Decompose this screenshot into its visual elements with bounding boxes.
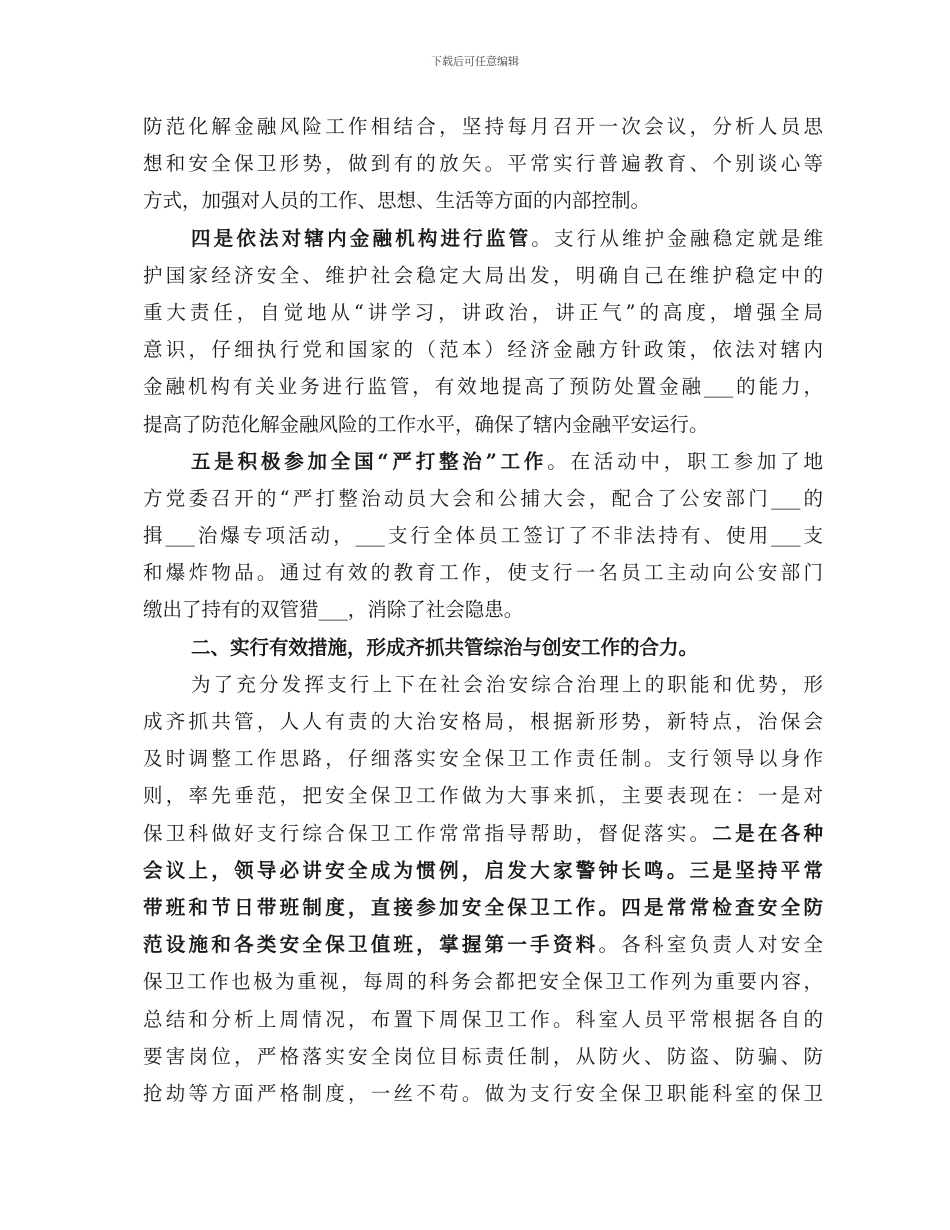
text-line-14: [143, 591, 823, 628]
text-line-7: [143, 331, 823, 368]
bold-text-segment: 带班和节日带班制度，直接参加安全保卫工作。四是常常检查安全防: [143, 895, 823, 919]
text-line-11: [143, 480, 823, 517]
text-segment: 和爆炸物品。通过有效的教育工作，使支行一名员工主动向公安部门: [143, 561, 823, 585]
text-line-24: [143, 963, 823, 1000]
text-segment: 金融机构有关业务进行监管，有效地提高了预防处置金融___的能力，: [143, 375, 823, 399]
text-segment: 揖___治爆专项活动，___支行全体员工签订了不非法持有、使用___支: [143, 524, 823, 548]
text-segment: 则，率先垂范，把安全保卫工作做为大事来抓，主要表现在：一是对: [143, 784, 823, 808]
text-line-13: [143, 554, 823, 591]
text-line-12: [143, 517, 823, 554]
text-line-19: [143, 777, 823, 814]
text-line-10: [143, 443, 823, 480]
text-line-3: [143, 182, 823, 219]
text-line-21: [143, 852, 823, 889]
text-segment: 为了充分发挥支行上下在社会治安综合治理上的职能和优势，形: [191, 672, 823, 696]
text-line-9: [143, 406, 823, 443]
bold-text-segment: 二是在各种: [712, 821, 823, 845]
text-line-4: [143, 220, 823, 257]
text-segment: 要害岗位，严格落实安全岗位目标责任制，从防火、防盗、防骗、防: [143, 1044, 823, 1068]
text-segment: 重大责任，自觉地从“讲学习，讲政治，讲正气”的高度，增强全局: [143, 300, 823, 324]
text-segment: 护国家经济安全、维护社会稳定大局出发，明确自己在维护稳定中的: [143, 263, 823, 287]
text-line-6: [143, 294, 823, 331]
text-segment: 方式，加强对人员的工作、思想、生活等方面的内部控制。: [143, 189, 651, 213]
text-segment: 防范化解金融风险工作相结合，坚持每月召开一次会议，分析人员思: [143, 115, 823, 138]
text-line-5: [143, 257, 823, 294]
text-line-2: [143, 145, 823, 182]
text-segment: 。在活动中，职工参加了地: [547, 449, 823, 473]
text-line-18: [143, 740, 823, 777]
text-segment: 想和安全保卫形势，做到有的放矢。平常实行普遍教育、个别谈心等: [143, 152, 823, 176]
page-header: 下载后可任意编辑: [431, 55, 519, 68]
bold-heading-segment: 五是积极参加全国“严打整治”工作: [191, 449, 548, 473]
text-segment: 方党委召开的“严打整治动员大会和公捕大会，配合了公安部门___的: [143, 486, 823, 510]
text-line-20: [143, 815, 823, 852]
text-segment: 保卫工作也极为重视，每周的科务会都把安全保卫工作列为重要内容，: [143, 970, 823, 994]
text-segment: 缴出了持有的双管猎___，消除了社会隐患。: [143, 598, 524, 622]
bold-text-segment: 范设施和各类安全保卫值班，掌握第一手资料: [143, 933, 599, 957]
section-heading: [143, 629, 823, 666]
text-line-8: [143, 368, 823, 405]
bold-text-segment: 会议上，领导必讲安全成为惯例，启发大家警钟长鸣。三是坚持平常: [143, 858, 823, 882]
text-line-17: [143, 703, 823, 740]
text-line-26: [143, 1038, 823, 1075]
text-line-1: [143, 108, 823, 145]
text-segment: 抢劫等方面严格制度，一丝不苟。做为支行安全保卫职能科室的保卫: [143, 1081, 823, 1105]
text-segment: 。各科室负责人对安全: [598, 933, 823, 957]
text-segment: 总结和分析上周情况，布置下周保卫工作。科室人员平常根据各自的: [143, 1007, 823, 1031]
text-line-23: [143, 926, 823, 963]
text-segment: 保卫科做好支行综合保卫工作常常指导帮助，督促落实。: [143, 821, 713, 845]
text-segment: 。支行从维护金融稳定就是维: [531, 226, 823, 250]
text-segment: 提高了防范化解金融风险的工作水平，确保了辖内金融平安运行。: [143, 412, 709, 436]
document-body: [143, 108, 823, 1112]
text-line-22: [143, 889, 823, 926]
text-segment: 及时调整工作思路，仔细落实安全保卫工作责任制。支行领导以身作: [143, 747, 823, 771]
bold-heading-segment: 四是依法对辖内金融机构进行监管: [191, 226, 532, 250]
text-line-16: [143, 666, 823, 703]
text-segment: 成齐抓共管，人人有责的大治安格局，根据新形势，新特点，治保会: [143, 710, 823, 733]
bold-heading-segment: 二、实行有效措施，形成齐抓共管综治与创安工作的合力。: [191, 635, 699, 659]
text-line-27: [143, 1075, 823, 1112]
text-line-25: [143, 1001, 823, 1038]
text-segment: 意识，仔细执行党和国家的（范本）经济金融方针政策，依法对辖内: [143, 338, 823, 362]
